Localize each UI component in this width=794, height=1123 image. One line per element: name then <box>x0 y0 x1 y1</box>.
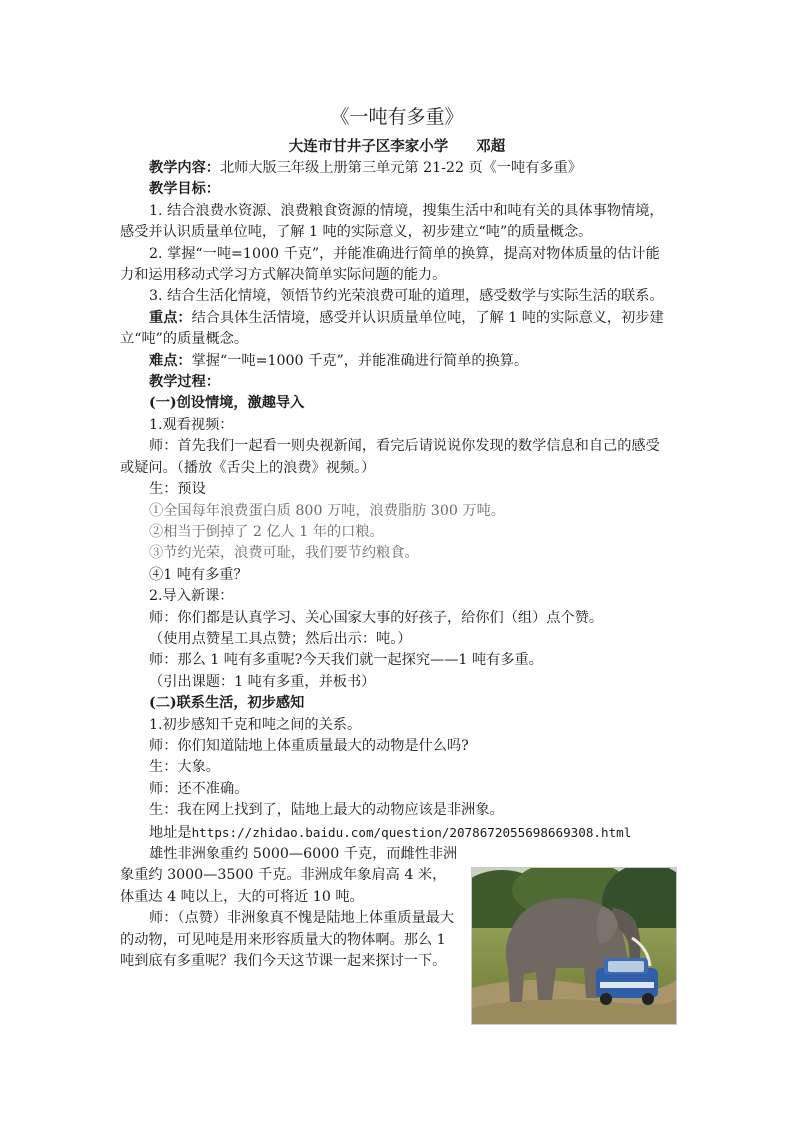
key-point <box>120 308 670 351</box>
dialog-line: 生：我在网上找到了，陆地上最大的动物应该是非洲象。 <box>149 802 504 819</box>
goals-label: 教学目标： <box>149 181 220 198</box>
source-url[interactable]: https://zhidao.baidu.com/question/2078672055698669308.html <box>191 824 632 840</box>
teaching-content <box>120 158 670 179</box>
section-heading: (一)创设情境，激趣导入 <box>149 395 305 412</box>
dialog-line: 师：你们知道陆地上体重质量最大的动物是什么吗? <box>149 737 469 754</box>
section-heading: (二)联系生活，初步感知 <box>149 695 305 712</box>
stage-note: （使用点赞星工具点赞；然后出示：吨。） <box>149 630 412 647</box>
difficult-text: 掌握“一吨=1000 千克”，并能准确进行简单的换算。 <box>191 352 529 369</box>
teacher-line: 师：（点赞）非洲象真不愧是陆地上体重质量最大的动物，可见吨是用来形容质量大的物体啊。那么 1 吨到底有多重呢？我们今天这节课一起来探讨一下。 <box>120 910 455 970</box>
dialog-line: 生：大象。 <box>149 759 220 776</box>
elephant-facts: 雄性非洲象重约 5000—6000 千克，而雌性非洲象重约 3000—3500 千克。非洲成年象肩高 4 米，体重达 4 吨以上，大的可将近 10 吨。 <box>120 846 458 905</box>
step-label: 2.导入新课： <box>149 588 234 605</box>
content-text: 北师大版三年级上册第三单元第 21-22 页《一吨有多重》 <box>219 160 582 176</box>
elephant-car-photo <box>471 867 677 1025</box>
teacher-line: 师：那么 1 吨有多重呢?今天我们就一起探究——1 吨有多重。 <box>149 652 543 669</box>
student-line: 生：预设 <box>149 481 206 498</box>
step-label: 1.观看视频： <box>149 416 234 433</box>
preset-item: ②相当于倒掉了 2 亿人 1 年的口粮。 <box>149 523 384 540</box>
goal-item: 3. 结合生活化情境，领悟节约光荣浪费可耻的道理，感受数学与实际生活的联系。 <box>149 288 664 305</box>
teacher-line: 师：首先我们一起看一则央视新闻，看完后请说说你发现的数学信息和自己的感受或疑问。（播放《舌尖上的浪费》视频。） <box>120 438 660 476</box>
stage-note: （引出课题：1 吨有多重，并板书） <box>149 673 376 690</box>
step-label: 1.初步感知千克和吨之间的关系。 <box>149 716 362 733</box>
difficult-point <box>120 351 670 372</box>
difficult-label: 难点： <box>149 352 192 369</box>
source-address <box>120 822 670 844</box>
goal-item: 2. 掌握“一吨=1000 千克”，并能准确进行简单的换算，提高对物体质量的估计能力和运用移动式学习方式解决简单实际问题的能力。 <box>120 245 660 284</box>
author-line <box>0 137 794 157</box>
dialog-line: 师：还不准确。 <box>149 780 249 797</box>
document-body <box>120 158 670 972</box>
preset-item: ④1 吨有多重？ <box>149 566 248 583</box>
document-title: 《一吨有多重》 <box>330 106 464 128</box>
goal-item: 1. 结合浪费水资源、浪费粮食资源的情境，搜集生活中和吨有关的具体事物情境，感受并认识质量单位吨，了解 1 吨的实际意义，初步建立“吨”的质量概念。 <box>120 202 664 241</box>
author-name: 邓超 <box>476 138 506 155</box>
author-school: 大连市甘井子区李家小学 <box>288 138 449 155</box>
process-label: 教学过程： <box>149 374 220 391</box>
key-text: 结合具体生活情境，感受并认识质量单位吨，了解 1 吨的实际意义，初步建立“吨”的质量概念。 <box>120 309 664 348</box>
preset-item: ③节约光荣，浪费可耻，我们要节约粮食。 <box>149 545 419 562</box>
key-label: 重点： <box>149 309 192 326</box>
content-label: 教学内容： <box>149 160 220 176</box>
url-label: 地址是 <box>149 824 192 841</box>
preset-item: ①全国每年浪费蛋白质 800 万吨，浪费脂肪 300 万吨。 <box>149 502 505 519</box>
teacher-line: 师：你们都是认真学习、关心国家大事的好孩子，给你们（组）点个赞。 <box>149 609 604 626</box>
